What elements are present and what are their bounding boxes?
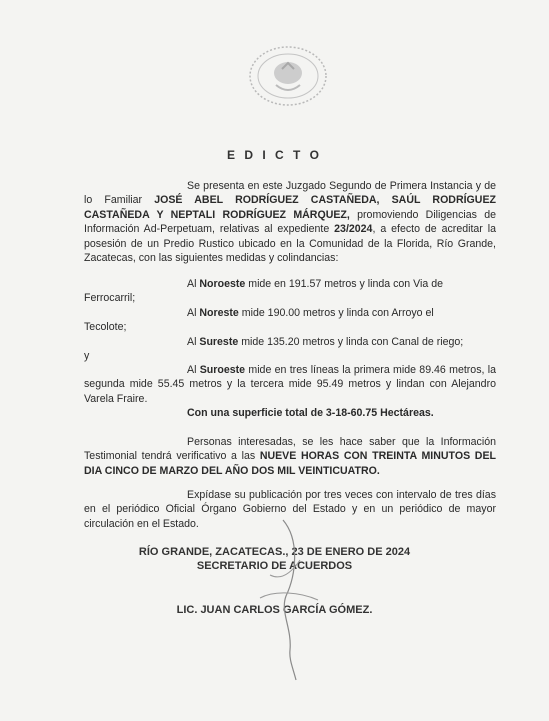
boundary-noroeste: Al Noroeste mide en 191.57 metros y linda con Via de — [187, 278, 443, 290]
boundary-conjunction: y — [84, 350, 90, 362]
notice-paragraph: Personas interesadas, se les hace saber que la Información Testimonial tendrá verificativo a las NUEVE HORAS CON TREINTA MINUTOS DEL DIA CINCO DE MARZO DEL AÑO DOS MIL VEINTICUATRO. — [84, 436, 496, 477]
surface-area: Con una superficie total de 3-18-60.75 Hectáreas. — [187, 407, 434, 419]
boundary-suroeste: Al Suroeste mide en tres líneas la primera mide 89.46 metros, la segunda mide 55.45 metros y la tercera mide 95.49 metros y lindan con Alejandro Varela Fraire. — [84, 364, 496, 405]
signature-name: LIC. JUAN CARLOS GARCÍA GÓMEZ. — [176, 604, 373, 616]
signature-place-date: RÍO GRANDE, ZACATECAS., 23 DE ENERO DE 2024 — [138, 546, 411, 558]
intro-paragraph: Se presenta en este Juzgado Segundo de Primera Instancia y de lo Familiar JOSÉ ABEL RODRÍGUEZ CASTAÑEDA, SAÚL RODRÍGUEZ CASTAÑEDA Y NEPTALI RODRÍGUEZ MÁRQUEZ, promoviendo Diligencias de Información Ad-Perpetuam, relativas al expediente 23/2024, a efecto de acreditar la posesión de un Predio Rustico ubicado en la Comunidad de la Florida, Río Grande, Zacatecas, con las siguientes medidas y colindancias: — [84, 180, 496, 265]
boundary-noroeste-cont: Ferrocarril; — [84, 292, 136, 304]
document-title: E D I C T O — [226, 148, 322, 162]
boundary-sureste: Al Sureste mide 135.20 metros y linda con Canal de riego; — [187, 336, 464, 348]
boundary-noreste-cont: Tecolote; — [84, 321, 127, 333]
publication-paragraph: Expídase su publicación por tres veces con intervalo de tres días en el periódico Oficial Órgano Gobierno del Estado y en un periódico de mayor circulación en el Estado. — [84, 489, 496, 530]
boundary-noreste: Al Noreste mide 190.00 metros y linda con Arroyo el — [187, 307, 434, 319]
signature-role: SECRETARIO DE ACUERDOS — [196, 560, 353, 572]
